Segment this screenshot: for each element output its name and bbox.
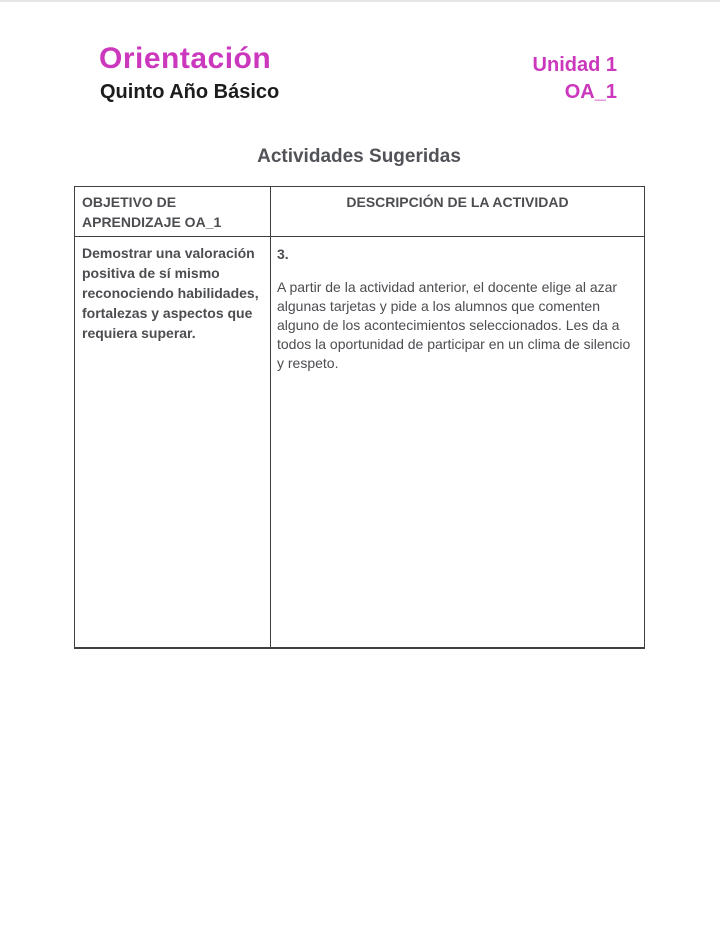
objective-column-header: OBJETIVO DE APRENDIZAJE OA_1 <box>75 187 271 237</box>
objective-text: Demostrar una valoración positiva de sí mismo reconociendo habilidades, fortalezas y aspectos que requiera superar. <box>82 245 259 341</box>
oa-code-label: OA_1 <box>564 81 617 103</box>
section-title: Actividades Sugeridas <box>257 146 461 167</box>
table-body-row <box>75 237 645 649</box>
description-column-header: DESCRIPCIÓN DE LA ACTIVIDAD <box>271 187 645 237</box>
activity-number: 3. <box>277 246 289 262</box>
unit-label: Unidad 1 <box>532 54 617 76</box>
table-header-row <box>75 187 645 237</box>
activities-table <box>74 186 645 649</box>
unit-info-block <box>533 52 617 106</box>
page-top-border <box>0 0 720 2</box>
grade-subtitle: Quinto Año Básico <box>100 81 280 103</box>
subject-title: Orientación <box>99 42 272 75</box>
objective-cell <box>75 237 271 649</box>
activity-description: A partir de la actividad anterior, el docente elige al azar algunas tarjetas y pide a los alumnos que comenten alguno de los acontecimientos seleccionados. Les da a todos la oportunidad de participar en un clima de silencio y respeto. <box>277 279 631 371</box>
description-cell <box>271 237 645 649</box>
